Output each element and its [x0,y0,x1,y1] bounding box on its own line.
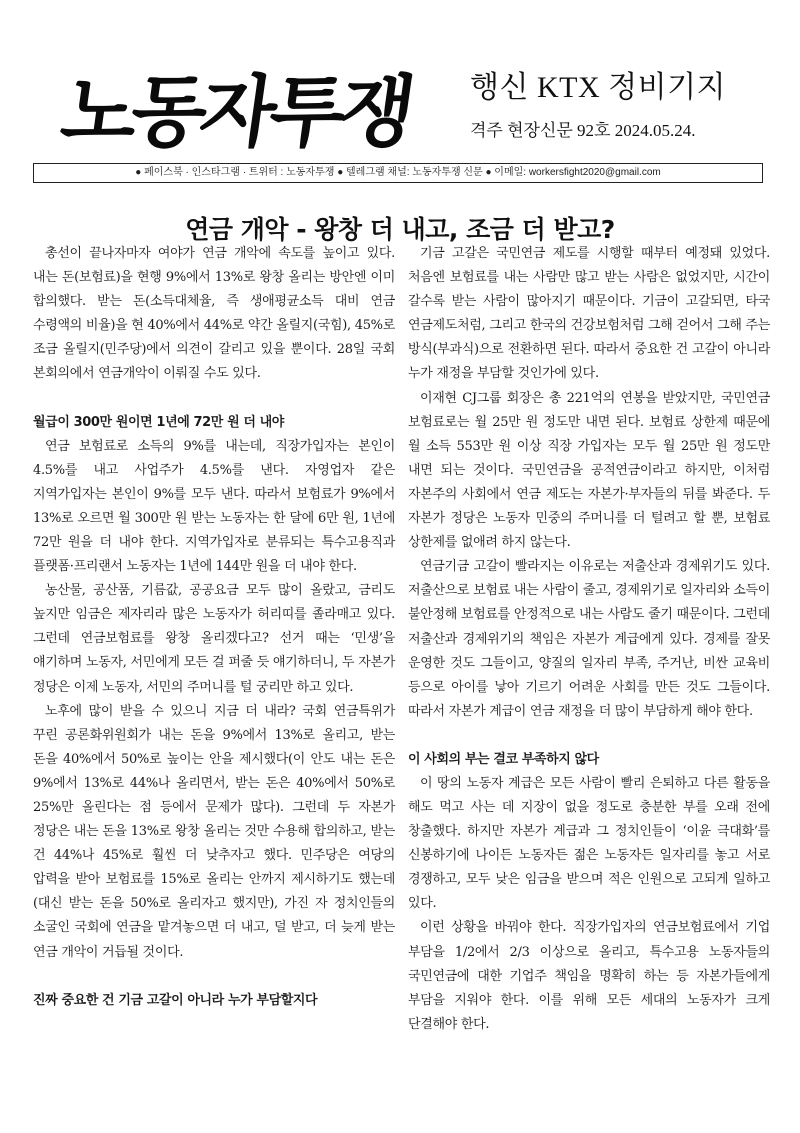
spacer [33,965,395,989]
article-column-left [33,242,395,1013]
paragraph: 기금 고갈은 국민연금 제도를 시행할 때부터 예정돼 있었다. 처음엔 보험료를 내는 사람만 많고 받는 사람은 없었지만, 시간이 갈수록 받는 사람이 많아지기 때문이다. 기금이 고갈되면, 타국 연금제도처럼, 그리고 한국의 건강보험처럼 그해 걷어서 그해 주는 방식(부과식)으로 전환하면 된다. 따라서 중요한 건 고갈이 아니라 누가 재정을 부담할 것인가에 있다. [408,246,770,382]
paragraph: 이런 상황을 바꿔야 한다. 직장가입자의 연금보험료에서 기업 부담을 1/2에서 2/3 이상으로 올리고, 특수고용 노동자들의 국민연금에 대한 기업주 책임을 명확히 하는 등 자본가들에게 부담을 지워야 한다. 이를 위해 모든 세대의 노동자가 크게 단결해야 한다. [408,920,770,1032]
paragraph: 이 땅의 노동자 계급은 모든 사람이 빨리 은퇴하고 다른 활동을 해도 먹고 사는 데 지장이 없을 정도로 충분한 부를 오래 전에 창출했다. 하지만 자본가 계급과 그 정치인들이 ‘이윤 극대화’를 신봉하기에 나이든 노동자든 젊은 노동자든 일자리를 놓고 서로 경쟁하고, 모두 낮은 임금을 받으며 적은 인원으로 고되게 일하고 있다. [408,775,770,912]
article-headline: 연금 개악 - 왕창 더 내고, 조금 더 받고? [185,214,615,244]
paragraph: 연금 보험료로 소득의 9%를 내는데, 직장가입자는 본인이 4.5%를 내고 사업주가 4.5%를 낸다. 자영업자 같은 지역가입자는 본인이 9%를 모두 낸다. 따라서 보험료가 9%에서 13%로 오르면 월 300만 원 받는 노동자는 한 달에 6만 원, 1년에 72만 원을 더 내야 한다. 지역가입자로 분류되는 특수고용직과 플랫폼·프리랜서 노동자는 1년에 144만 원을 더 내야 한다. [33,438,395,575]
subheading: 월급이 300만 원이면 1년에 72만 원 더 내야 [33,414,284,430]
paragraph: 이재현 CJ그룹 회장은 총 221억의 연봉을 받았지만, 국민연금 보험료로는 월 25만 원 정도만 내면 된다. 보험료 상한제 때문에 월 소득 553만 원 이상 직장 가입자는 모두 월 25만 원 정도만 내면 되는 것이다. 국민연금을 공적연금이라고 하지만, 이처럼 자본주의 사회에서 연금 제도는 자본가·부자들의 뒤를 봐준다. 두 자본가 정당은 노동자 민중의 주머니를 더 털려고 할 뿐, 보험료 상한제를 없애려 하지 않는다. [408,390,770,551]
issue-info: 격주 현장신문 92호 2024.05.24. [470,121,696,140]
masthead [0,0,800,165]
paragraph: 총선이 끝나자마자 여야가 연금 개악에 속도를 높이고 있다. 내는 돈(보험료)을 현행 9%에서 13%로 왕창 올리는 방안엔 이미 합의했다. 받는 돈(소득대체율, 즉 생애평균소득 대비 연금 수령액의 비율)을 현 40%에서 44%로 약간 올릴지(국힘), 45%로 조금 올릴지(민주당)에서 의견이 갈리고 있을 뿐이다. 28일 국회 본회의에서 연금개악이 이뤄질 수도 있다. [33,246,395,382]
paragraph: 노후에 많이 받을 수 있으니 지금 더 내라? 국회 연금특위가 꾸린 공론화위원회가 내는 돈을 9%에서 13%로 올리고, 받는 돈을 40%에서 50%로 높이는 안을 제시했다(이 안도 내는 돈은 9%에서 13%로 44%나 올리면서, 받는 돈은 40%에서 50%로 25%만 올린다는 점 등에서 문제가 많다). 그런데 두 자본가 정당은 내는 돈을 13%로 왕창 올리는 것만 수용해 합의하고, 받는 건 44%나 45%로 훨씬 더 낮추자고 했다. 민주당은 여당의 압력을 받아 보험료를 15%로 올리는 안까지 제시하기도 했는데(대신 받는 돈을 50%로 올리자고 했지만), 가진 자 정치인들의 소굴인 국회에 연금을 맡겨놓으면 더 내고, 덜 받고, 더 늦게 받는 연금 개악이 거듭될 것이다. [33,703,395,960]
paragraph: 연금기금 고갈이 빨라지는 이유로는 저출산과 경제위기도 있다. 저출산으로 보험료 내는 사람이 줄고, 경제위기로 일자리와 소득이 불안정해 보험료를 안정적으로 내는 사람도 줄기 때문이다. 그런데 저출산과 경제위기의 책임은 자본가 계급에게 있다. 경제를 잘못 운영한 것도 그들이고, 양질의 일자리 부족, 주거난, 비싼 교육비 등으로 아이를 낳아 기르기 어려운 사회를 만든 것도 그들이다. 따라서 자본가 계급이 연금 재정을 더 많이 부담하게 해야 한다. [408,559,770,719]
subheading: 이 사회의 부는 결코 부족하지 않다 [408,751,599,767]
newspaper-logo: 노동자투쟁 [55,68,416,158]
subheading: 진짜 중요한 건 기금 고갈이 아니라 누가 부담할지다 [33,992,318,1008]
spacer [33,387,395,411]
spacer [408,724,770,748]
contact-bar: ● 페이스북 · 인스타그램 · 트위터 : 노동자투쟁 ● 텔레그램 채널: 노동자투쟁 신문 ● 이메일: workersfight2020@gmail.com [33,163,763,183]
article-column-right [408,242,770,1037]
workplace-name: 행신 KTX 정비기지 [470,71,727,104]
paragraph: 농산물, 공산품, 기름값, 공공요금 모두 많이 올랐고, 금리도 높지만 임금은 제자리라 많은 노동자가 허리띠를 졸라매고 있다. 그런데 연금보험료를 왕창 올리겠다고? 선거 때는 ‘민생’을 얘기하며 노동자, 서민에게 모든 걸 퍼줄 듯 얘기하더니, 두 자본가 정당은 이제 노동자, 서민의 주머니를 털 궁리만 하고 있다. [33,583,395,695]
